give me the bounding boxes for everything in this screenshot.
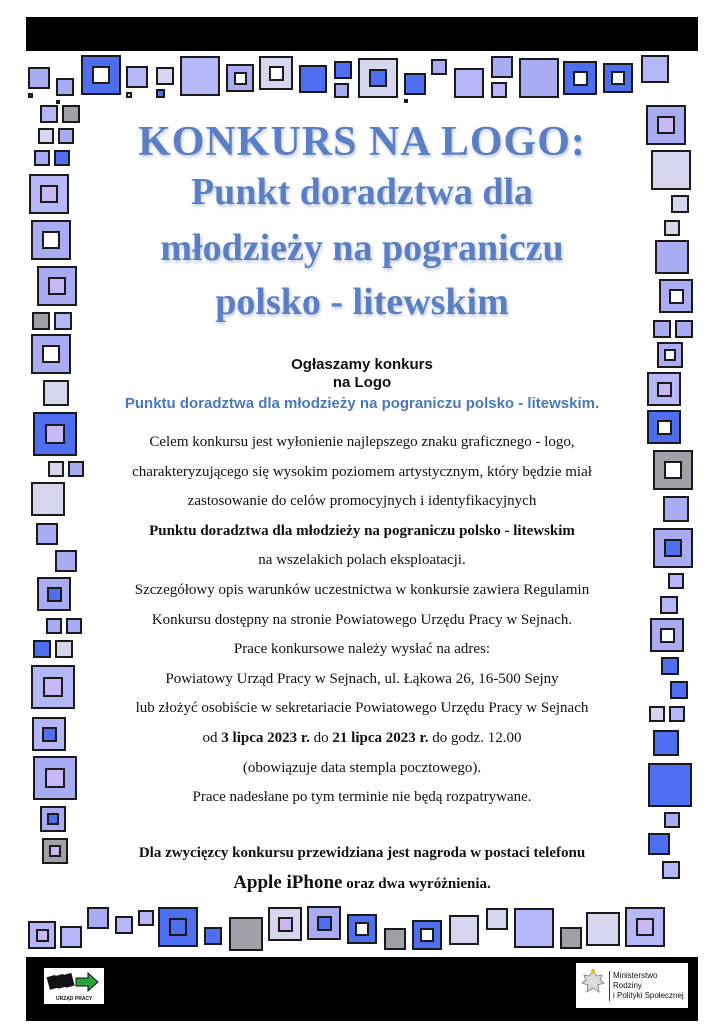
decorative-inner-square <box>664 349 676 361</box>
decorative-square <box>226 64 254 92</box>
decorative-square <box>670 681 688 699</box>
decorative-square <box>29 174 69 214</box>
decorative-square <box>54 150 70 166</box>
decorative-square <box>31 334 71 374</box>
decorative-square <box>347 914 377 944</box>
decorative-square <box>491 82 507 98</box>
decorative-inner-square <box>269 66 284 81</box>
decorative-square <box>648 763 692 807</box>
decorative-square <box>36 523 58 545</box>
decorative-inner-square <box>169 918 187 936</box>
decorative-square <box>28 67 50 89</box>
decorative-square <box>115 916 133 934</box>
ministry-name-line-2: i Polityki Społecznej <box>613 991 684 1000</box>
start-date: 3 lipca 2023 r. <box>221 729 310 746</box>
decorative-square <box>60 926 82 948</box>
decorative-square <box>603 63 633 93</box>
decorative-square <box>651 150 691 190</box>
decorative-square <box>675 320 693 338</box>
announcement-line-1: Ogłaszamy konkurs <box>291 356 433 373</box>
decorative-square <box>404 99 408 103</box>
decorative-inner-square <box>611 71 625 85</box>
decorative-square <box>42 838 68 864</box>
decorative-square <box>661 657 679 675</box>
decorative-square <box>32 312 50 330</box>
decorative-square <box>519 58 559 98</box>
decorative-square <box>649 706 665 722</box>
decorative-square <box>46 618 62 634</box>
decorative-inner-square <box>234 72 247 85</box>
decorative-inner-square <box>278 917 293 932</box>
prize-line-2 <box>90 872 634 894</box>
decorative-square <box>307 906 341 940</box>
ministry-name-line-1: Ministerstwo Rodziny <box>613 971 658 990</box>
decorative-square <box>138 910 154 926</box>
decorative-inner-square <box>45 424 65 444</box>
decorative-square <box>55 640 73 658</box>
decorative-square <box>32 717 66 751</box>
decorative-inner-square <box>92 66 110 84</box>
decorative-square <box>664 220 680 236</box>
eagle-emblem-icon <box>578 966 608 1006</box>
body-line: na wszelakich polach eksploatacji. <box>258 552 466 569</box>
decorative-square <box>34 150 50 166</box>
decorative-square <box>660 596 678 614</box>
decorative-inner-square <box>42 231 60 249</box>
decorative-square <box>653 730 679 756</box>
decorative-square <box>653 450 693 490</box>
decorative-inner-square <box>369 69 387 87</box>
body-line: Szczegółowy opis warunków uczestnictwa w konkursie zawiera Regulamin <box>134 581 590 598</box>
decorative-square <box>669 706 685 722</box>
title-line-2: Punkt doradztwa dla <box>190 171 534 213</box>
decorative-inner-square <box>42 727 57 742</box>
decorative-square <box>126 92 132 98</box>
decorative-square <box>54 312 72 330</box>
decorative-square <box>33 640 51 658</box>
decorative-square <box>126 66 148 88</box>
decorative-square <box>668 573 684 589</box>
decorative-square <box>38 128 54 144</box>
decorative-square <box>55 550 77 572</box>
decorative-square <box>68 461 84 477</box>
decorative-square <box>662 861 680 879</box>
decorative-square <box>449 915 479 945</box>
decorative-square <box>560 927 582 949</box>
decorative-inner-square <box>669 289 684 304</box>
decorative-square <box>653 320 671 338</box>
body-line: Konkursu dostępny na stronie Powiatowego Urzędu Pracy w Sejnach. <box>151 611 573 628</box>
announcement-line-2: na Logo <box>332 374 392 391</box>
decorative-inner-square <box>660 628 675 643</box>
decorative-square <box>229 917 263 951</box>
decorative-square <box>384 928 406 950</box>
decorative-square <box>486 908 508 930</box>
decorative-square <box>31 482 65 516</box>
date-line <box>90 724 634 754</box>
decorative-square <box>28 921 56 949</box>
title-line-4: polsko - litewskim <box>215 281 509 323</box>
decorative-inner-square <box>573 71 588 86</box>
body-line: Prace konkursowe należy wysłać na adres: <box>233 641 491 658</box>
title-line-3: młodzieży na pograniczu <box>160 227 564 269</box>
decorative-inner-square <box>420 928 434 942</box>
ministry-name <box>609 971 688 1001</box>
decorative-square <box>650 618 684 652</box>
decorative-square <box>66 618 82 634</box>
decorative-square <box>156 89 165 98</box>
decorative-square <box>412 920 442 950</box>
decorative-inner-square <box>47 587 62 602</box>
date-prefix: od <box>202 729 222 746</box>
decorative-square <box>37 266 77 306</box>
decorative-square <box>33 412 77 456</box>
body-line: Celem konkursu jest wyłonienie najlepszego znaku graficznego - logo, <box>149 434 575 450</box>
body-line: lub złożyć osobiście w sekretariacie Powiatowego Urzędu Pracy w Sejnach <box>135 700 589 717</box>
decorative-square <box>641 55 669 83</box>
decorative-square <box>655 240 689 274</box>
decorative-inner-square <box>317 916 332 931</box>
body-line: zastosowanie do celów promocyjnych i identyfikacyjnych <box>187 493 537 510</box>
decorative-square <box>404 73 426 95</box>
decorative-square <box>156 67 174 85</box>
decorative-inner-square <box>657 382 672 397</box>
decorative-square <box>158 907 198 947</box>
body-text <box>90 428 634 813</box>
decorative-square <box>62 105 80 123</box>
decorative-inner-square <box>48 277 66 295</box>
decorative-inner-square <box>45 768 65 788</box>
body-line: Prace nadesłane po tym terminie nie będą rozpatrywane. <box>192 789 532 806</box>
decorative-square <box>259 56 293 90</box>
decorative-inner-square <box>49 845 61 857</box>
prize-name: Apple iPhone <box>233 872 343 893</box>
decorative-square <box>299 65 327 93</box>
decorative-square <box>671 195 689 213</box>
prize-rest: oraz dwa wyróżnienia. <box>342 876 491 892</box>
decorative-square <box>87 907 109 929</box>
decorative-square <box>454 68 484 98</box>
decorative-square <box>204 927 222 945</box>
decorative-inner-square <box>43 677 63 697</box>
title-line-1: KONKURS NA LOGO: <box>138 119 586 165</box>
decorative-square <box>33 756 77 800</box>
decorative-inner-square <box>657 420 672 435</box>
decorative-square <box>647 372 681 406</box>
decorative-inner-square <box>355 922 369 936</box>
decorative-square <box>563 61 597 95</box>
body-line: Powiatowy Urząd Pracy w Sejnach, ul. Łąkowa 26, 16-500 Sejny <box>165 670 559 687</box>
decorative-inner-square <box>664 539 682 557</box>
decorative-square <box>663 496 689 522</box>
decorative-square <box>56 78 74 96</box>
decorative-square <box>586 912 620 946</box>
decorative-square <box>514 908 554 948</box>
decorative-square <box>28 93 33 98</box>
decorative-square <box>180 56 220 96</box>
decorative-square <box>334 61 352 79</box>
urzad-pracy-logo-text: URZĄD PRACY <box>56 996 93 1002</box>
body-line: (obowiązuje data stempla pocztowego). <box>242 759 482 776</box>
decorative-square <box>659 279 693 313</box>
decorative-square <box>81 55 121 95</box>
date-mid: do <box>309 729 333 746</box>
decorative-square <box>31 220 71 260</box>
decorative-square <box>491 56 513 78</box>
decorative-square <box>48 461 64 477</box>
body-line: charakteryzującego się wysokim poziomem artystycznym, który będzie miał <box>132 463 592 480</box>
decorative-square <box>268 907 302 941</box>
decorative-inner-square <box>42 345 60 363</box>
decorative-square <box>647 410 681 444</box>
decorative-square <box>40 105 58 123</box>
decorative-square <box>625 907 665 947</box>
decorative-square <box>431 59 447 75</box>
decorative-inner-square <box>47 813 59 825</box>
decorative-inner-square <box>657 116 675 134</box>
decorative-square <box>56 100 60 104</box>
decorative-square <box>358 58 398 98</box>
decorative-square <box>58 128 74 144</box>
urzad-pracy-logo <box>44 968 104 1004</box>
announcement-line-3: Punktu doradztwa dla młodzieży na pograniczu polsko - litewskim. <box>124 395 600 412</box>
prize-line-1: Dla zwycięzcy konkursu przewidziana jest nagroda w postaci telefonu <box>138 845 586 861</box>
decorative-square <box>653 528 693 568</box>
decorative-square <box>646 105 686 145</box>
decorative-square <box>648 833 670 855</box>
date-suffix: do godz. 12.00 <box>428 729 522 746</box>
decorative-inner-square <box>664 461 682 479</box>
end-date: 21 lipca 2023 r. <box>332 729 429 746</box>
decorative-square <box>37 577 71 611</box>
decorative-square <box>657 342 683 368</box>
decorative-square <box>664 812 680 828</box>
ministry-logo <box>576 963 688 1008</box>
decorative-square <box>43 380 69 406</box>
decorative-square <box>31 665 75 709</box>
body-line-bold: Punktu doradztwa dla młodzieży na pograniczu polsko - litewskim <box>149 522 575 539</box>
decorative-inner-square <box>40 185 58 203</box>
decorative-square <box>40 806 66 832</box>
decorative-inner-square <box>36 929 49 942</box>
decorative-inner-square <box>636 918 654 936</box>
top-black-bar <box>26 17 698 51</box>
decorative-square <box>334 83 349 98</box>
